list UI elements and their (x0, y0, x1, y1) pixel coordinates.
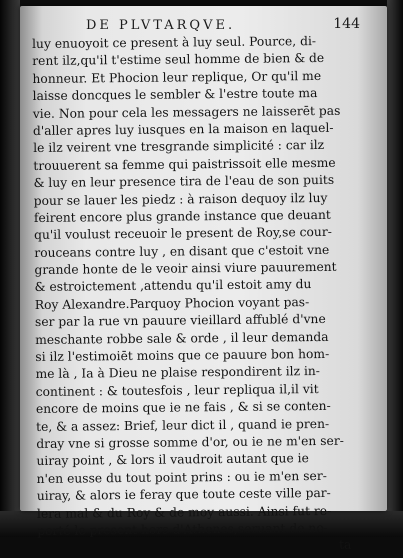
text-line: meschante robbe sale & orde , il leur demanda (35, 329, 329, 347)
text-line: lera mal & du Roy & de moy aussi. Ainsi fut re- (36, 503, 332, 521)
text-line: feirent encore plus grande instance que deuant (33, 207, 331, 225)
text-line: grande honte de le veoir ainsi viure pauurement (34, 259, 337, 278)
text-line: porté le present hors d'Athenes,seruant de no- (37, 520, 328, 538)
text-line: qu'il voulust receuoir le present de Roy,se cour- (34, 225, 332, 243)
text-line: honneur. Et Phocion leur replique, Or qu'il me (32, 68, 322, 86)
text-line: luy enuoyoit ce present à luy seul. Pource, di- (32, 34, 317, 51)
text-line: vie. Non pour cela les messagers ne laisserēt pas (32, 103, 341, 121)
text-line: dray vne si grosse somme d'or, ou ie ne m'en ser- (36, 433, 344, 451)
text-line: d'aller apres luy iusques en la maison en laquel- (32, 120, 334, 138)
text-line: encore de moins que ie ne fais , & si se conten- (35, 399, 331, 417)
text-line: & luy en leur presence tira de l'eau de son puits (33, 172, 335, 191)
text-line: laisse doncques le sembler & l'estre toute ma (32, 86, 318, 104)
page-number: 144 (333, 16, 360, 32)
text-line: le ilz veirent vne tresgrande simplicité : car ilz (33, 138, 325, 156)
text-line: si ilz l'estimoiēt moins que ce pauure bon hom- (35, 346, 330, 365)
text-line: rouceans contre luy , en disant que c'estoit vne (34, 242, 330, 260)
text-line: & estroictement ,attendu qu'il estoit amy du (34, 277, 312, 295)
text-line: ser par la rue vn pauure vieillard affublé d'vne (34, 312, 326, 330)
text-line: n'en eusse du tout point prins : ou ie m'en ser- (36, 468, 327, 486)
text-line: uiray point , & lors il vaudroit autant que ie (36, 451, 309, 469)
book-spine-edge (0, 0, 20, 537)
page-stack-edge (387, 0, 403, 537)
text-line: pour se lauer les piedz : à raison dequoy ilz luy (33, 190, 328, 208)
text-line: continent : & toutesfois , leur repliqua il,il vit (35, 381, 319, 399)
text-line: te, & a assez: Brief, leur dict il , quand ie pren- (36, 416, 330, 434)
text-line: uiray, & alors ie feray que toute ceste ville par- (36, 486, 331, 504)
text-line: trouuerent sa femme qui paistrissoit elle mesme (33, 155, 336, 173)
running-head: DE PLVTARQVE. (86, 18, 236, 33)
text-line: me là , Ia à Dieu ne plaise respondirent ilz in- (35, 364, 321, 382)
text-line: rent ilz,qu'il t'estime seul homme de bien & de (32, 51, 325, 69)
book-page (20, 6, 387, 553)
body-text (32, 33, 367, 558)
catchword: ta (338, 538, 352, 553)
text-line: Roy Alexandre.Parquoy Phocion voyant pas- (34, 294, 310, 312)
